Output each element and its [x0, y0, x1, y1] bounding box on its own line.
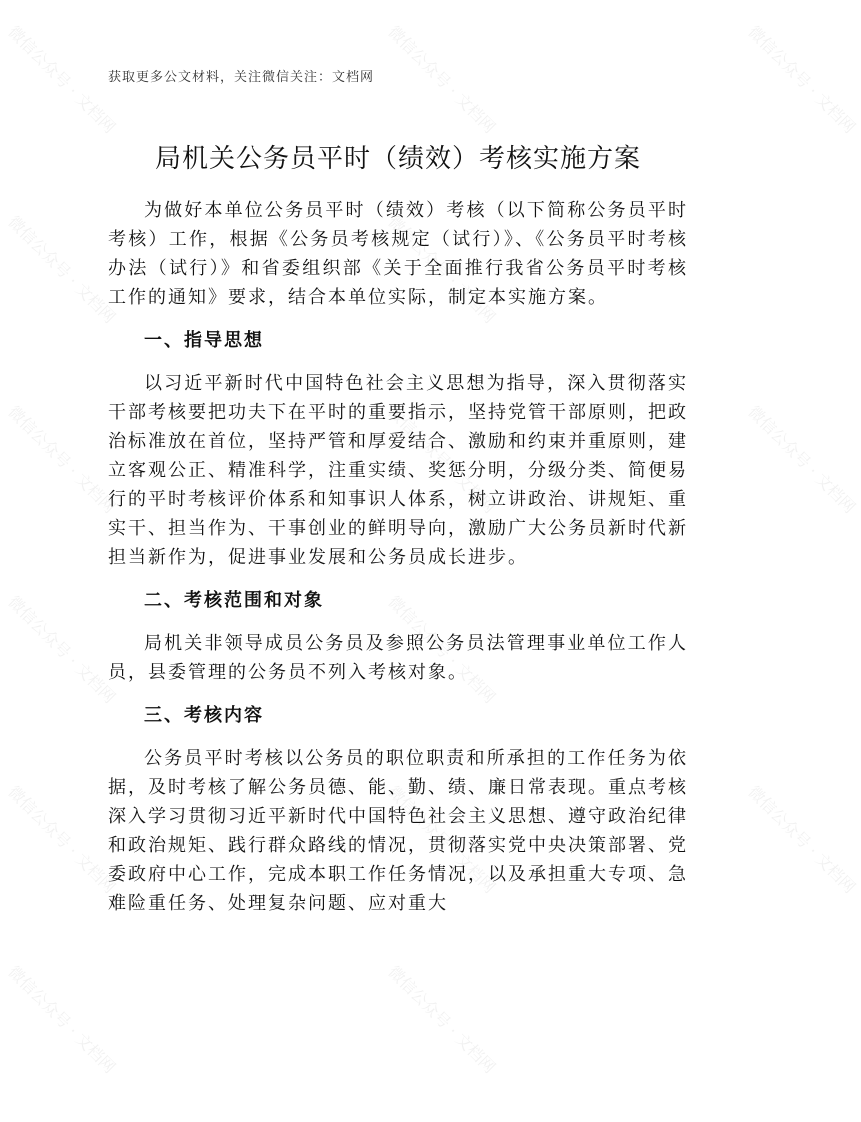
intro-paragraph: 为做好本单位公务员平时（绩效）考核（以下简称公务员平时考核）工作，根据《公务员考核规定（试行）》、《公务员平时考核办法（试行）》和省委组织部《关于全面推行我省公务员平时考核工作的通知》要求，结合本单位实际，制定本实施方案。 [108, 200, 688, 308]
watermark-text: 微信公众号 · 文档网 [384, 782, 500, 897]
section-paragraph-scope: 局机关非领导成员公务员及参照公务员法管理事业单位工作人员，县委管理的公务员不列入考核对象。 [108, 633, 688, 683]
watermark-text: 微信公众号 · 文档网 [384, 962, 500, 1077]
watermark-text: 微信公众号 · 文档网 [4, 212, 120, 327]
document-body [108, 196, 688, 918]
watermark-text: 微信公众号 · 文档网 [4, 592, 120, 707]
watermark-text: 微信公众号 · 文档网 [744, 782, 860, 897]
section-paragraph-guiding-ideology: 以习近平新时代中国特色社会主义思想为指导，深入贯彻落实干部考核要把功夫下在平时的重要指示，坚持党管干部原则，把政治标准放在首位，坚持严管和厚爱结合、激励和约束并重原则，建立客观公正、精准科学，注重实绩、奖惩分明，分级分类、简便易行的平时考核评价体系和知事识人体系，树立讲政治、讲规矩、重实干、担当作为、干事创业的鲜明导向，激励广大公务员新时代新担当新作为，促进事业发展和公务员成长进步。 [108, 373, 688, 568]
watermark-text: 微信公众号 · 文档网 [4, 402, 120, 517]
watermark-text: 微信公众号 · 文档网 [384, 212, 500, 327]
watermark-text: 微信公众号 · 文档网 [384, 22, 500, 137]
watermark-text: 微信公众号 · 文档网 [744, 402, 860, 517]
section-heading-content: 三、考核内容 [144, 705, 264, 726]
watermark-text: 微信公众号 · 文档网 [384, 402, 500, 517]
section-heading-scope: 二、考核范围和对象 [144, 590, 324, 611]
section-paragraph-content: 公务员平时考核以公务员的职位职责和所承担的工作任务为依据，及时考核了解公务员德、能、勤、绩、廉日常表现。重点考核深入学习贯彻习近平新时代中国特色社会主义思想、遵守政治纪律和政治规矩、践行群众路线的情况，贯彻落实党中央决策部署、党委政府中心工作，完成本职工作任务情况，以及承担重大专项、急难险重任务、处理复杂问题、应对重大 [108, 748, 688, 914]
watermark-text: 微信公众号 · 文档网 [744, 22, 860, 137]
watermark-text: 微信公众号 · 文档网 [384, 592, 500, 707]
document-title: 局机关公务员平时（绩效）考核实施方案 [154, 144, 641, 174]
watermark-text: 微信公众号 · 文档网 [4, 782, 120, 897]
section-heading-guiding-ideology: 一、指导思想 [144, 330, 264, 351]
header-note: 获取更多公文材料，关注微信关注：文档网 [108, 70, 375, 85]
watermark-text: 微信公众号 · 文档网 [4, 962, 120, 1077]
watermark-text: 微信公众号 · 文档网 [4, 22, 120, 137]
